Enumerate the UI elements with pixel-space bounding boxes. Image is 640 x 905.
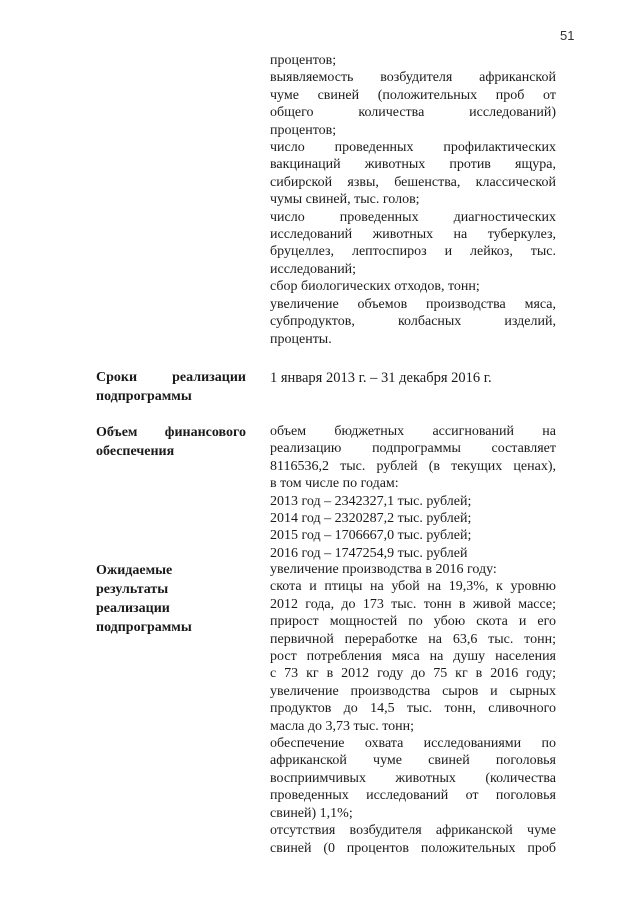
text-line: субпродуктов, колбасных изделий, — [270, 314, 556, 330]
label-word: обеспечения — [96, 444, 175, 459]
text-line: процентов; — [270, 53, 337, 68]
text-line: свиней (0 процентов положительных проб — [270, 840, 556, 856]
text-line: сибирской язвы, бешенства, классической — [270, 174, 556, 190]
terms-label — [96, 368, 246, 406]
label-line — [96, 387, 246, 406]
text-line: число проведенных диагностических — [270, 209, 556, 225]
text-line: скота и птицы на убой на 19,3%, к уровню — [270, 579, 556, 595]
text-line: отсутствия возбудителя африканской чуме — [270, 823, 556, 839]
label-word: реализации — [172, 370, 246, 385]
text-line: увеличение производства в 2016 году: — [270, 562, 497, 577]
page-number: 51 — [560, 28, 575, 43]
text-line: общего количества исследований) — [270, 105, 556, 121]
text-line: сбор биологических отходов, тонн; — [270, 279, 480, 295]
results-label — [96, 561, 246, 637]
text-line: первичной переработке на 63,6 тыс. тонн; — [270, 631, 556, 647]
label-line — [96, 561, 246, 580]
label-word: результаты — [96, 582, 169, 597]
text-line: увеличение производства сыров и сырных — [270, 683, 556, 699]
text-line: свиней) 1,1%; — [270, 805, 353, 821]
text-line: процентов; — [270, 122, 337, 138]
text-line: 2014 год – 2320287,2 тыс. рублей; — [270, 511, 472, 527]
text-line: объем бюджетных ассигнований на — [270, 424, 556, 439]
top-continuation-block — [270, 52, 556, 348]
text-line: 8116536,2 тыс. рублей (в текущих ценах), — [270, 458, 556, 474]
results-block — [270, 561, 556, 857]
label-word: Объем — [96, 425, 138, 440]
label-word: финансового — [164, 425, 246, 440]
label-word: подпрограммы — [96, 389, 192, 404]
label-line — [96, 618, 246, 637]
text-line: исследований животных на туберкулез, — [270, 227, 556, 243]
text-line: чумы свиней, тыс. голов; — [270, 192, 420, 208]
label-line — [96, 580, 246, 599]
text-line: с 73 кг в 2012 году до 75 кг в 2016 году; — [270, 666, 556, 682]
funding-block — [270, 423, 556, 562]
text-line: число проведенных профилактических — [270, 140, 556, 156]
text-line: чуме свиней (положительных проб от — [270, 87, 556, 103]
text-line: восприимчивых животных (количества — [270, 770, 556, 786]
text-line: обеспечение охвата исследованиями по — [270, 736, 556, 752]
text-line: исследований; — [270, 261, 357, 277]
text-line: проведенных исследований от поголовья — [270, 788, 556, 804]
label-word: реализации — [96, 601, 170, 616]
label-line — [96, 442, 246, 461]
text-line: бруцеллез, лептоспироз и лейкоз, тыс. — [270, 244, 556, 260]
text-line: в том числе по годам: — [270, 476, 399, 492]
text-line: 2012 года, до 173 тыс. тонн в живой массе; — [270, 596, 556, 612]
text-line: продуктов до 14,5 тыс. тонн, сливочного — [270, 701, 556, 717]
label-word: Ожидаемые — [96, 563, 173, 578]
label-line — [96, 368, 246, 387]
text-line: увеличение объемов производства мяса, — [270, 296, 556, 312]
text-line: выявляемость возбудителя африканской — [270, 70, 556, 86]
funding-label — [96, 423, 246, 461]
terms-value — [270, 370, 556, 387]
label-word: подпрограммы — [96, 620, 192, 635]
text-line: прирост мощностей по убою скота и его — [270, 614, 556, 630]
terms-value-text: 1 января 2013 г. – 31 декабря 2016 г. — [270, 370, 492, 386]
text-line: африканской чуме свиней поголовья — [270, 753, 556, 769]
text-line: рост потребления мяса на душу населения — [270, 649, 556, 665]
label-line — [96, 599, 246, 618]
label-line — [96, 423, 246, 442]
label-word: Сроки — [96, 370, 138, 385]
text-line: 2016 год – 1747254,9 тыс. рублей — [270, 545, 468, 561]
text-line: реализацию подпрограммы составляет — [270, 441, 556, 457]
text-line: проценты. — [270, 331, 332, 347]
text-line: 2013 год – 2342327,1 тыс. рублей; — [270, 493, 472, 509]
text-line: масла до 3,73 тыс. тонн; — [270, 718, 415, 734]
text-line: 2015 год – 1706667,0 тыс. рублей; — [270, 528, 472, 544]
text-line: вакцинаций животных против ящура, — [270, 157, 556, 173]
